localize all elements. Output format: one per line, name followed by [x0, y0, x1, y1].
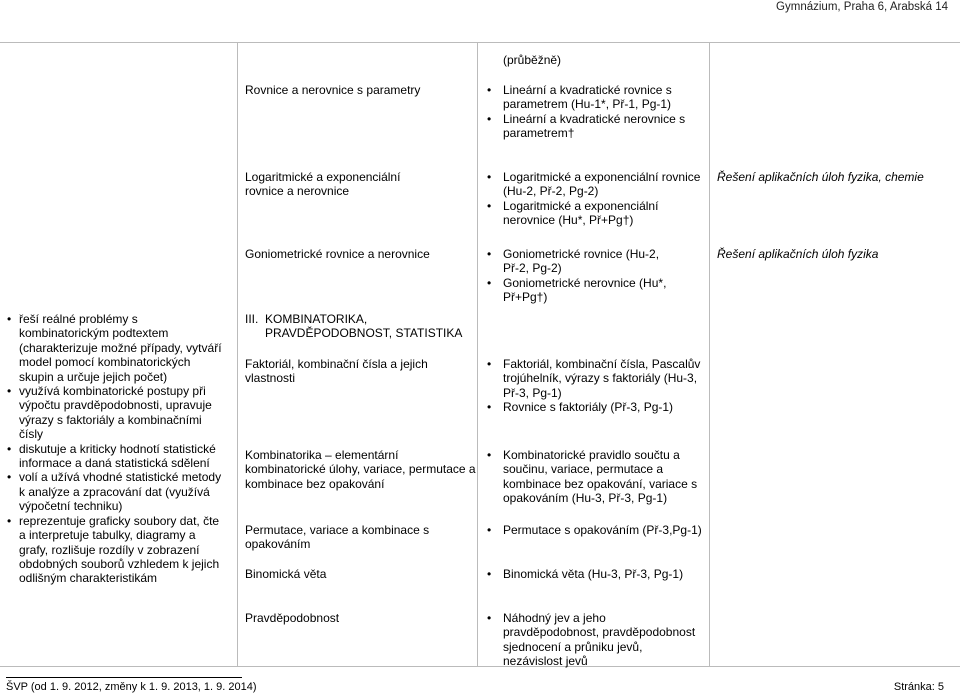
note-text: (průběžně)	[503, 53, 562, 67]
section-title: KOMBINATORIKA, PRAVDĚPODOBNOST, STATISTIKA	[265, 312, 463, 341]
column-divider	[709, 43, 710, 666]
detail-g7	[484, 567, 694, 581]
list-item: • Lineární a kvadratické nerovnice s parametrem†	[484, 112, 694, 141]
page-header: Gymnázium, Praha 6, Arabská 14	[776, 1, 948, 13]
detail-g3	[484, 247, 684, 305]
page-number: Stránka: 5	[893, 681, 944, 693]
topic-r6: Permutace, variace a kombinace s opakováním	[245, 523, 430, 552]
list-item: • Permutace s opakováním (Př-3,Pg-1)	[484, 523, 709, 537]
detail-g2	[484, 170, 709, 228]
detail-g5	[484, 448, 709, 506]
crosscurricular-r2: Řešení aplikačních úloh fyzika, chemie	[717, 170, 924, 184]
topic-r3: Goniometrické rovnice a nerovnice	[245, 247, 430, 261]
page-footer	[6, 681, 944, 694]
list-item: • Goniometrické nerovnice (Hu*, Př+Pg†)	[484, 276, 684, 305]
detail-note	[484, 53, 704, 67]
column-divider	[237, 43, 238, 666]
topic-r2: Logaritmické a exponenciální rovnice a nerovnice	[245, 170, 401, 199]
list-item: • Kombinatorické pravidlo součtu a součinu, variace, permutace a kombinace bez opakování, variace s opakováním (Hu-3, Př-3, Pg-1)	[484, 448, 709, 506]
topic-r1: Rovnice a nerovnice s parametry	[245, 83, 421, 97]
list-item: • řeší reálné problémy s kombinatorickým podtextem (charakterizuje možné případy, vytváří model pomocí kombinatorických skupin a určuje jejich počet)	[6, 312, 226, 384]
list-item: • diskutuje a kriticky hodnotí statistické informace a daná statistická sdělení	[6, 442, 226, 471]
list-item: • Goniometrické rovnice (Hu-2, Př-2, Pg-2)	[484, 247, 684, 276]
list-item: • reprezentuje graficky soubory dat, čte a interpretuje tabulky, diagramy a grafy, rozlišuje rozdíly v zobrazení obdobných souborů vzhledem k jejich odlišným charakteristikám	[6, 514, 226, 586]
section-heading	[245, 312, 473, 341]
topic-r5: Kombinatorika – elementární kombinatorické úlohy, variace, permutace a kombinace bez opakování	[245, 448, 476, 491]
detail-g1	[484, 83, 694, 141]
list-item: • Faktoriál, kombinační čísla, Pascalův trojúhelník, výrazy s faktoriály (Hu-3, Př-3, Pg-1)	[484, 357, 706, 400]
list-item: • Logaritmické a exponenciální nerovnice (Hu*, Př+Pg†)	[484, 199, 709, 228]
curriculum-table	[0, 42, 960, 667]
detail-g6	[484, 523, 709, 537]
list-item: • Logaritmické a exponenciální rovnice (Hu-2, Př-2, Pg-2)	[484, 170, 709, 199]
topic-r8: Pravděpodobnost	[245, 611, 340, 625]
footer-rule	[6, 677, 242, 678]
outcomes-column	[6, 312, 226, 586]
list-item: • využívá kombinatorické postupy při výpočtu pravděpodobnosti, upravuje výrazy s faktoriály a kombinačními čísly	[6, 384, 226, 442]
topic-r4: Faktoriál, kombinační čísla a jejich vlastnosti	[245, 357, 428, 386]
detail-g4	[484, 357, 706, 415]
topic-r7: Binomická věta	[245, 567, 327, 581]
column-divider	[477, 43, 478, 666]
footer-left: ŠVP (od 1. 9. 2012, změny k 1. 9. 2013, 1. 9. 2014)	[6, 681, 257, 693]
list-item: • Lineární a kvadratické rovnice s parametrem (Hu-1*, Př-1, Pg-1)	[484, 83, 694, 112]
outcomes-list	[6, 312, 226, 586]
section-number: III.	[245, 312, 259, 326]
list-item: • Binomická věta (Hu-3, Př-3, Pg-1)	[484, 567, 694, 581]
list-item: • volí a užívá vhodné statistické metody k analýze a zpracování dat (využívá výpočetní techniku)	[6, 470, 226, 513]
list-item: • Náhodný jev a jeho pravděpodobnost, pravděpodobnost sjednocení a průniku jevů, nezávislost jevů	[484, 611, 702, 669]
detail-g8	[484, 611, 702, 669]
crosscurricular-r3: Řešení aplikačních úloh fyzika	[717, 247, 879, 261]
list-item: • Rovnice s faktoriály (Př-3, Pg-1)	[484, 400, 706, 414]
